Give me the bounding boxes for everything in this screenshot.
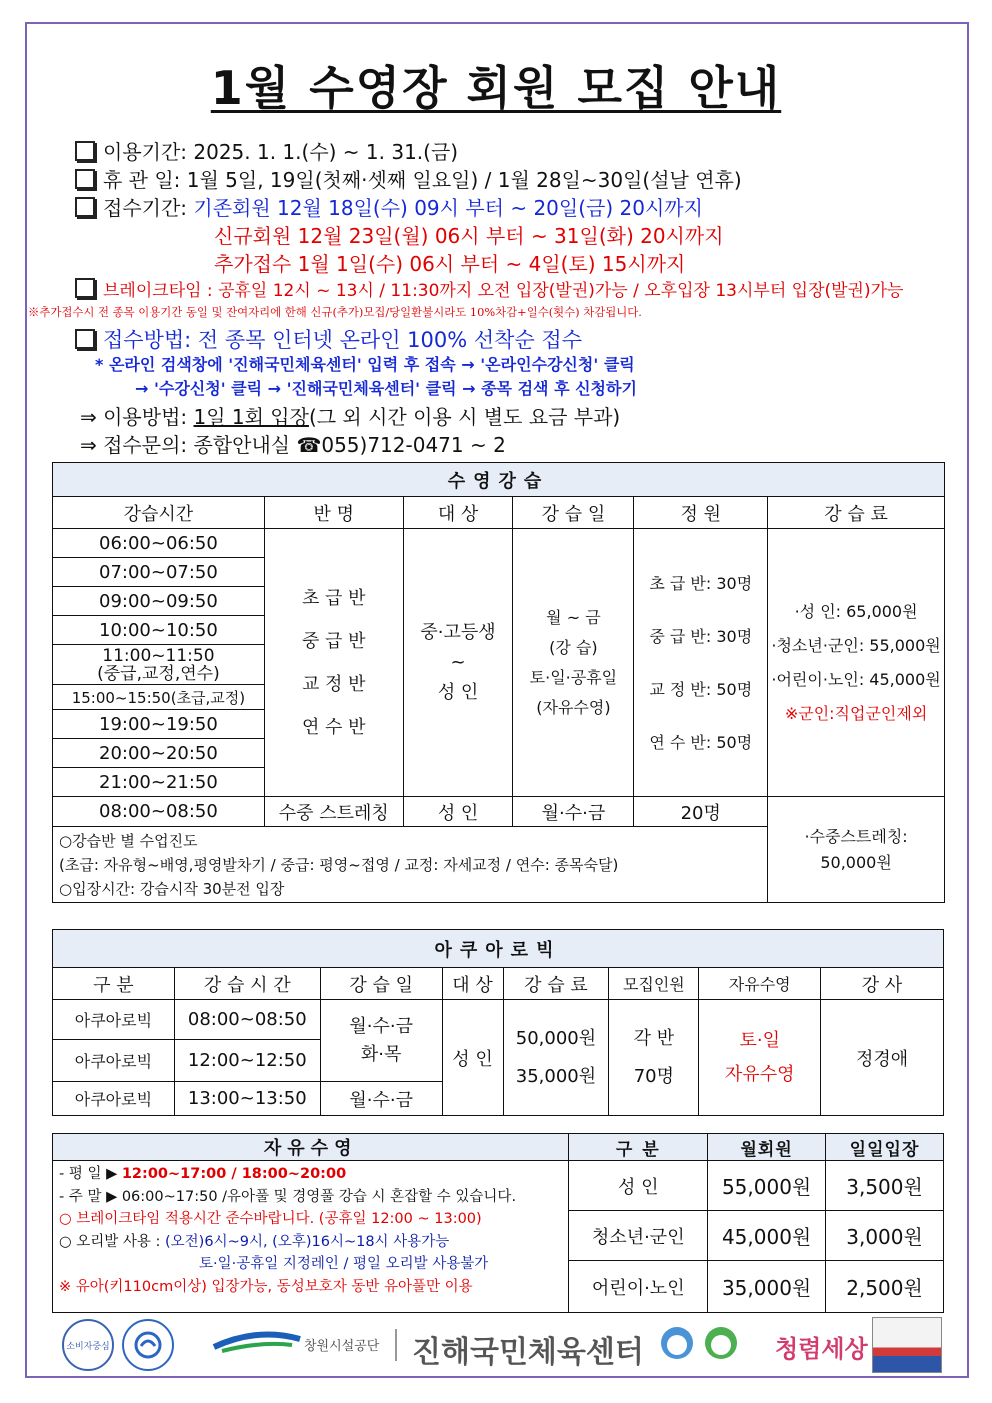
aqua-name: 아쿠아로빅 — [53, 1082, 175, 1116]
price-category: 성 인 — [569, 1161, 708, 1211]
weekend-hours: - 주 말 ▶ 06:00~17:50 /유아풀 및 경영풀 강습 시 혼잡할 수 있습니다. — [59, 1188, 517, 1205]
aqua-time: 12:00~12:50 — [174, 1040, 320, 1082]
fee-note: ※군인:직업군인제외 — [784, 703, 928, 723]
free-swim-header: 자유수영 — [53, 1134, 569, 1161]
guide-line-1: * 온라인 검색창에 '진해국민체육센터' 입력 후 접속 → '온라인수강신청' 클릭 — [95, 355, 635, 374]
aqua-target: 성 인 — [442, 1000, 503, 1116]
time-cell: 19:00~19:50 — [53, 710, 265, 739]
aqua-fee: 50,000원 35,000원 — [503, 1000, 609, 1116]
fee-line: ·어린이·노인: 45,000원 — [771, 669, 941, 689]
progress-line: ○강습반 별 수업진도 — [59, 831, 198, 850]
checkbox-icon — [75, 329, 95, 349]
info-closed: 휴 관 일: 1월 5일, 19일(첫째·셋째 일요일) / 1월 28일~30일(설날 연휴) — [75, 164, 742, 193]
aqua-name: 아쿠아로빅 — [53, 1000, 175, 1040]
reg-new: 신규회원 12월 23일(월) 06시 부터 ~ 31일(화) 20시까지 — [214, 224, 724, 248]
col-days: 강 습 일 — [513, 497, 634, 529]
reg-extra: 추가접수 1월 1일(수) 06시 부터 ~ 4일(토) 15시까지 — [214, 252, 686, 276]
col-free-swim: 자유수영 — [699, 968, 821, 1000]
capacity-line: 초 급 반: 30명 — [649, 573, 753, 593]
col-target: 대 상 — [442, 968, 503, 1000]
capacity-line: 중 급 반: 30명 — [649, 626, 753, 646]
swoosh-icon — [212, 1327, 302, 1357]
time-cell: 11:00~11:50 (중급,교정,연수) — [53, 645, 265, 685]
aqua-name: 아쿠아로빅 — [53, 1040, 175, 1082]
fins-hours: ○ 오리발 사용 : (오전)6시~9시, (오후)16시~18시 사용가능 — [59, 1233, 450, 1250]
time-cell: 07:00~07:50 — [53, 558, 265, 587]
col-time: 강습시간 — [53, 497, 265, 529]
col-category: 구 분 — [53, 968, 175, 1000]
progress-notes — [53, 827, 768, 903]
price-monthly: 55,000원 — [708, 1161, 826, 1211]
col-capacity: 정 원 — [634, 497, 768, 529]
info-period: 이용기간: 2025. 1. 1.(수) ~ 1. 31.(금) — [75, 136, 458, 165]
class-name: 중 급 반 — [301, 630, 366, 652]
reg-method: 접수방법: 전 종목 인터넷 온라인 100% 선착순 접수 — [75, 324, 582, 354]
target-cell: 중·고등생 ~ 성 인 — [403, 529, 513, 797]
time-cell: 15:00~15:50(초급,교정) — [53, 685, 265, 710]
col-target: 대 상 — [403, 497, 513, 529]
swim-lesson-table — [52, 462, 945, 903]
aqua-days-a: 월·수·금 화·목 — [320, 1000, 442, 1082]
price-category: 청소년·군인 — [569, 1211, 708, 1261]
break-time: 브레이크타임 : 공휴일 12시 ~ 13시 / 11:30까지 오전 입장(발권)가능 / 오후입장 13시부터 입장(발권)가능 — [75, 276, 903, 301]
price-daily: 2,500원 — [826, 1261, 944, 1313]
consumer-logo: 소비자중심 — [62, 1319, 114, 1371]
price-category: 어린이·노인 — [569, 1261, 708, 1313]
class-name: 연 수 반 — [301, 716, 366, 738]
aquarobic-header: 아쿠아로빅 — [53, 930, 944, 968]
aqua-instructor: 정경애 — [821, 1000, 944, 1116]
certification-logo-icon — [122, 1319, 174, 1371]
progress-line: ○입장시간: 강습시작 30분전 입장 — [59, 879, 285, 898]
notice: ※추가접수시 전 종목 이용기간 동일 및 잔여자리에 한해 신규(추가)모집/당일환불시라도 10%차감+일수(횟수) 차감됩니다. — [28, 305, 642, 319]
aqua-days-b: 월·수·금 — [320, 1082, 442, 1116]
class-name: 초 급 반 — [301, 587, 366, 609]
col-monthly: 월회원 — [708, 1134, 826, 1161]
stretch-fee: ·수중스트레칭: 50,000원 — [768, 797, 945, 903]
aqua-free-swim: 토·일 자유수영 — [699, 1000, 821, 1116]
stretch-capacity: 20명 — [634, 797, 768, 827]
swim-header: 수영강습 — [53, 463, 945, 497]
col-class: 반 명 — [264, 497, 403, 529]
mascot-icon — [655, 1323, 745, 1373]
time-cell: 10:00~10:50 — [53, 616, 265, 645]
capacity-cell — [634, 529, 768, 797]
checkbox-icon — [75, 141, 95, 161]
class-names — [264, 529, 403, 797]
col-fee: 강 습 료 — [768, 497, 945, 529]
class-name: 교 정 반 — [301, 673, 366, 695]
info-registration: 접수기간: 기존회원 12월 18일(수) 09시 부터 ~ 20일(금) 20시까지 — [75, 192, 703, 221]
footer — [40, 1315, 950, 1375]
stretch-name: 수중 스트레칭 — [264, 797, 403, 827]
changwon-logo: 창원시설공단 — [212, 1327, 392, 1367]
col-capacity: 모집인원 — [609, 968, 699, 1000]
time-cell: 09:00~09:50 — [53, 587, 265, 616]
break-notice: ○ 브레이크타임 적용시간 준수바랍니다. (공휴일 12:00 ~ 13:00) — [59, 1211, 482, 1227]
aqua-time: 13:00~13:50 — [174, 1082, 320, 1116]
stretch-target: 성 인 — [403, 797, 513, 827]
guide-line-2: → '수강신청' 클릭 → '진해국민체육센터' 클릭 → 종목 검색 후 신청하기 — [135, 379, 637, 398]
free-swim-table — [52, 1133, 944, 1313]
aquarobic-table — [52, 929, 944, 1116]
progress-line: (초급: 자유형~배영,평영발차기 / 중급: 평영~접영 / 교정: 자세교정 / 연수: 종목숙달) — [59, 855, 619, 874]
col-fee: 강 습 료 — [503, 968, 609, 1000]
days-cell: 월 ~ 금 (강 습) 토·일·공휴일 (자유수영) — [513, 529, 634, 797]
checkbox-icon — [75, 197, 95, 217]
capacity-line: 교 정 반: 50명 — [649, 679, 753, 699]
center-name: 진해국민체육센터 — [412, 1335, 644, 1370]
capacity-line: 연 수 반: 50명 — [649, 732, 753, 752]
fee-line: ·성 인: 65,000원 — [794, 601, 918, 621]
award-emblem-icon — [872, 1317, 942, 1373]
col-days: 강 습 일 — [320, 968, 442, 1000]
price-monthly: 45,000원 — [708, 1211, 826, 1261]
weekday-hours: - 평 일 ▶ 12:00~17:00 / 18:00~20:00 — [59, 1166, 347, 1182]
checkbox-icon — [75, 278, 95, 298]
divider — [395, 1329, 397, 1361]
time-cell: 21:00~21:50 — [53, 768, 265, 797]
slogan-logo: 청렴세상 — [775, 1334, 868, 1363]
fins-note: 토·일·공휴일 지정레인 / 평일 오리발 사용불가 — [199, 1256, 489, 1272]
aqua-time: 08:00~08:50 — [174, 1000, 320, 1040]
col-time: 강 습 시 간 — [174, 968, 320, 1000]
price-daily: 3,000원 — [826, 1211, 944, 1261]
price-daily: 3,500원 — [826, 1161, 944, 1211]
child-notice: ※ 유아(키110cm이상) 입장가능, 동성보호자 동반 유아풀만 이용 — [59, 1278, 473, 1295]
time-cell: 20:00~20:50 — [53, 739, 265, 768]
contact: ⇒ 접수문의: 종합안내실 ☎055)712-0471 ~ 2 — [80, 433, 506, 457]
fee-line: ·청소년·군인: 55,000원 — [771, 635, 941, 655]
stretch-time: 08:00~08:50 — [53, 797, 265, 827]
col-instructor: 강 사 — [821, 968, 944, 1000]
price-monthly: 35,000원 — [708, 1261, 826, 1313]
fee-cell — [768, 529, 945, 797]
usage: ⇒ 이용방법: 1일 1회 입장(그 외 시간 이용 시 별도 요금 부과) — [80, 405, 621, 429]
checkbox-icon — [75, 169, 95, 189]
free-swim-notes — [53, 1161, 569, 1313]
time-cell: 06:00~06:50 — [53, 529, 265, 558]
page-title: 1월 수영장 회원 모집 안내 — [210, 61, 782, 115]
stretch-days: 월·수·금 — [513, 797, 634, 827]
col-daily: 일일입장 — [826, 1134, 944, 1161]
col-category: 구 분 — [569, 1134, 708, 1161]
aqua-capacity: 각 반 70명 — [609, 1000, 699, 1116]
reg-existing: 기존회원 12월 18일(수) 09시 부터 ~ 20일(금) 20시까지 — [193, 196, 703, 220]
